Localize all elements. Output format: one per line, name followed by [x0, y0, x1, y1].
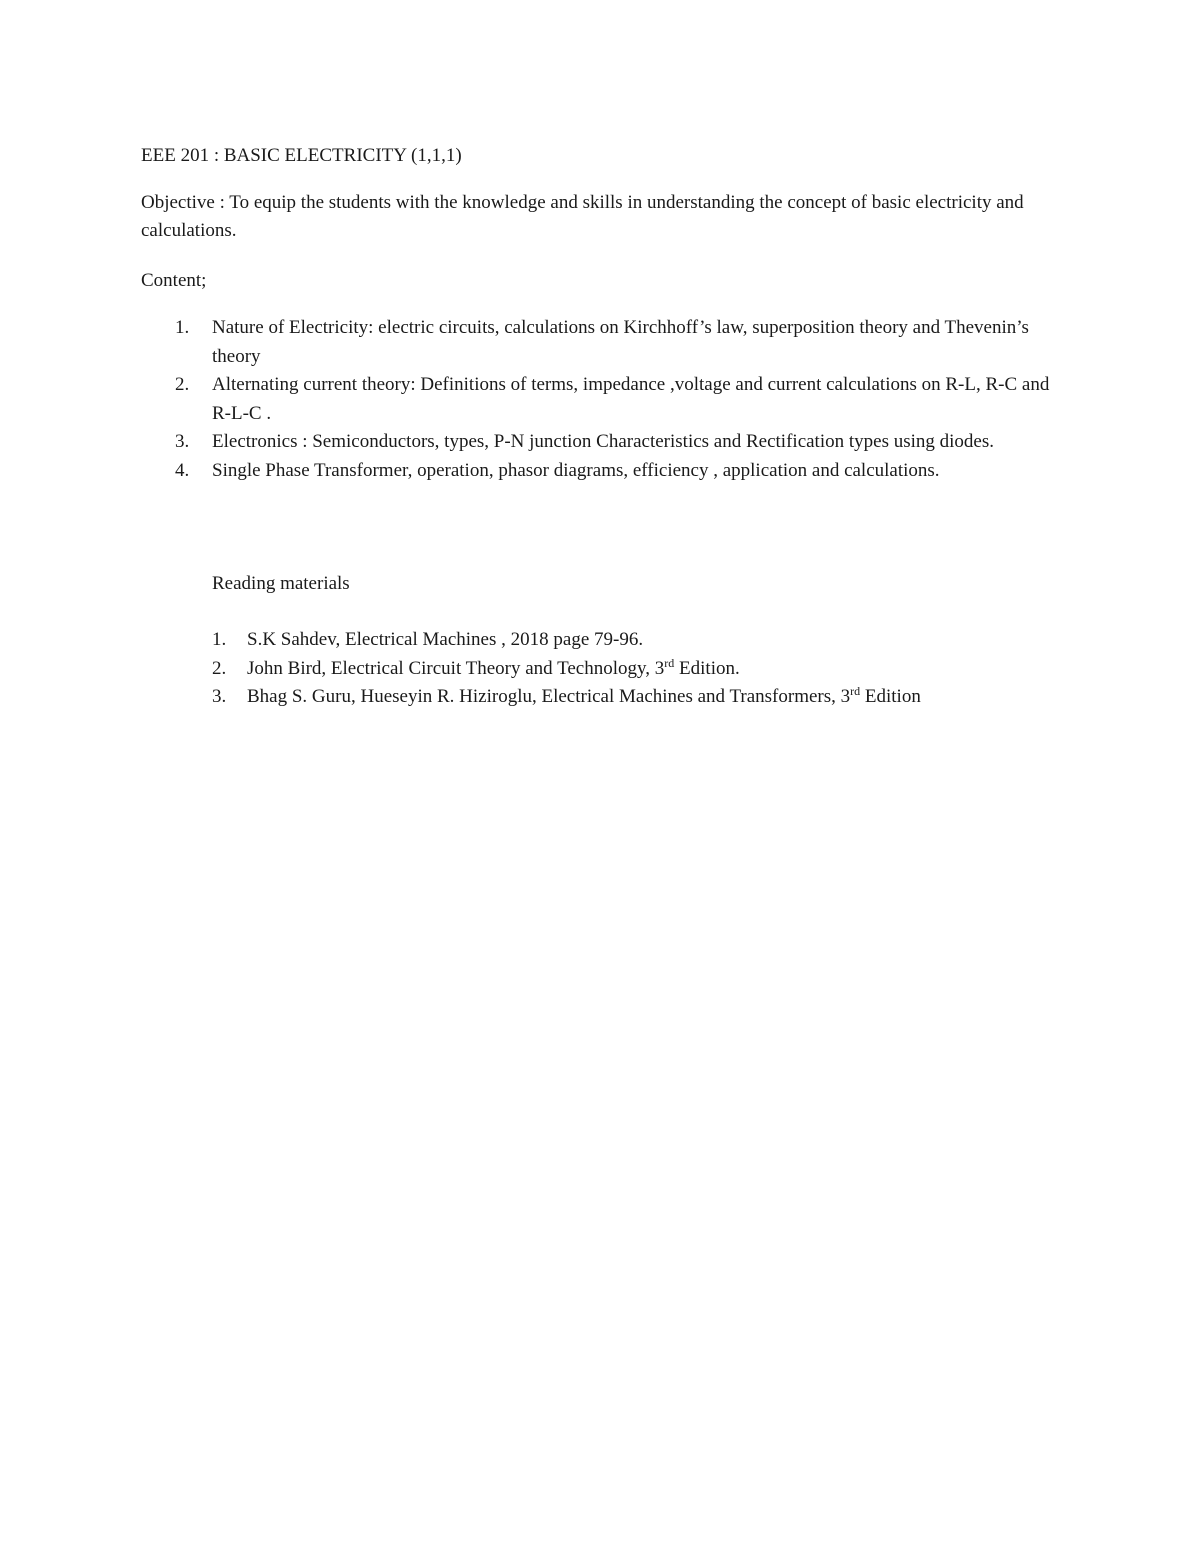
list-number: 4. [175, 459, 190, 481]
reading-list-item [212, 626, 1112, 655]
list-number: 2. [175, 374, 190, 395]
reading-list [212, 626, 1112, 712]
content-list-item [141, 457, 1061, 486]
superscript: rd [664, 655, 675, 670]
list-item-text: Nature of Electricity: electric circuits, calculations on Kirchhoff’s law, superposition theory and Thevenin’s theory [212, 317, 1029, 367]
content-list-item [141, 371, 1061, 428]
list-number: 2. [212, 657, 227, 679]
list-number: 3. [212, 686, 227, 707]
reading-list-item [212, 655, 1112, 684]
content-list [141, 314, 1061, 485]
content-heading: Content; [141, 270, 207, 291]
reading-item-suffix: Edition [860, 686, 921, 707]
superscript: rd [850, 684, 861, 698]
reading-item-suffix: Edition. [674, 657, 740, 679]
list-item-text: Single Phase Transformer, operation, phasor diagrams, efficiency , application and calculations. [212, 459, 940, 481]
content-list-item [141, 314, 1061, 371]
objective-paragraph: Objective : To equip the students with the knowledge and skills in understanding the concept of basic electricity and calculations. [141, 192, 1024, 241]
reading-item-text: John Bird, Electrical Circuit Theory and Technology, 3 [247, 657, 665, 679]
course-title: EEE 201 : BASIC ELECTRICITY (1,1,1) [141, 145, 462, 166]
reading-materials-heading: Reading materials [212, 573, 350, 594]
list-item-text: Alternating current theory: Definitions of terms, impedance ,voltage and current calculations on R-L, R-C and R-L-C . [212, 374, 1050, 424]
list-number: 1. [175, 317, 190, 338]
list-item-text: Electronics : Semiconductors, types, P-N junction Characteristics and Rectification types using diodes. [212, 431, 994, 452]
reading-item-text: Bhag S. Guru, Hueseyin R. Hiziroglu, Electrical Machines and Transformers, 3 [247, 686, 851, 707]
list-number: 1. [212, 629, 227, 650]
list-number: 3. [175, 431, 190, 452]
reading-list-item [212, 683, 1112, 712]
reading-item-text: S.K Sahdev, Electrical Machines , 2018 page 79-96. [247, 629, 644, 650]
content-list-item [141, 428, 1061, 457]
